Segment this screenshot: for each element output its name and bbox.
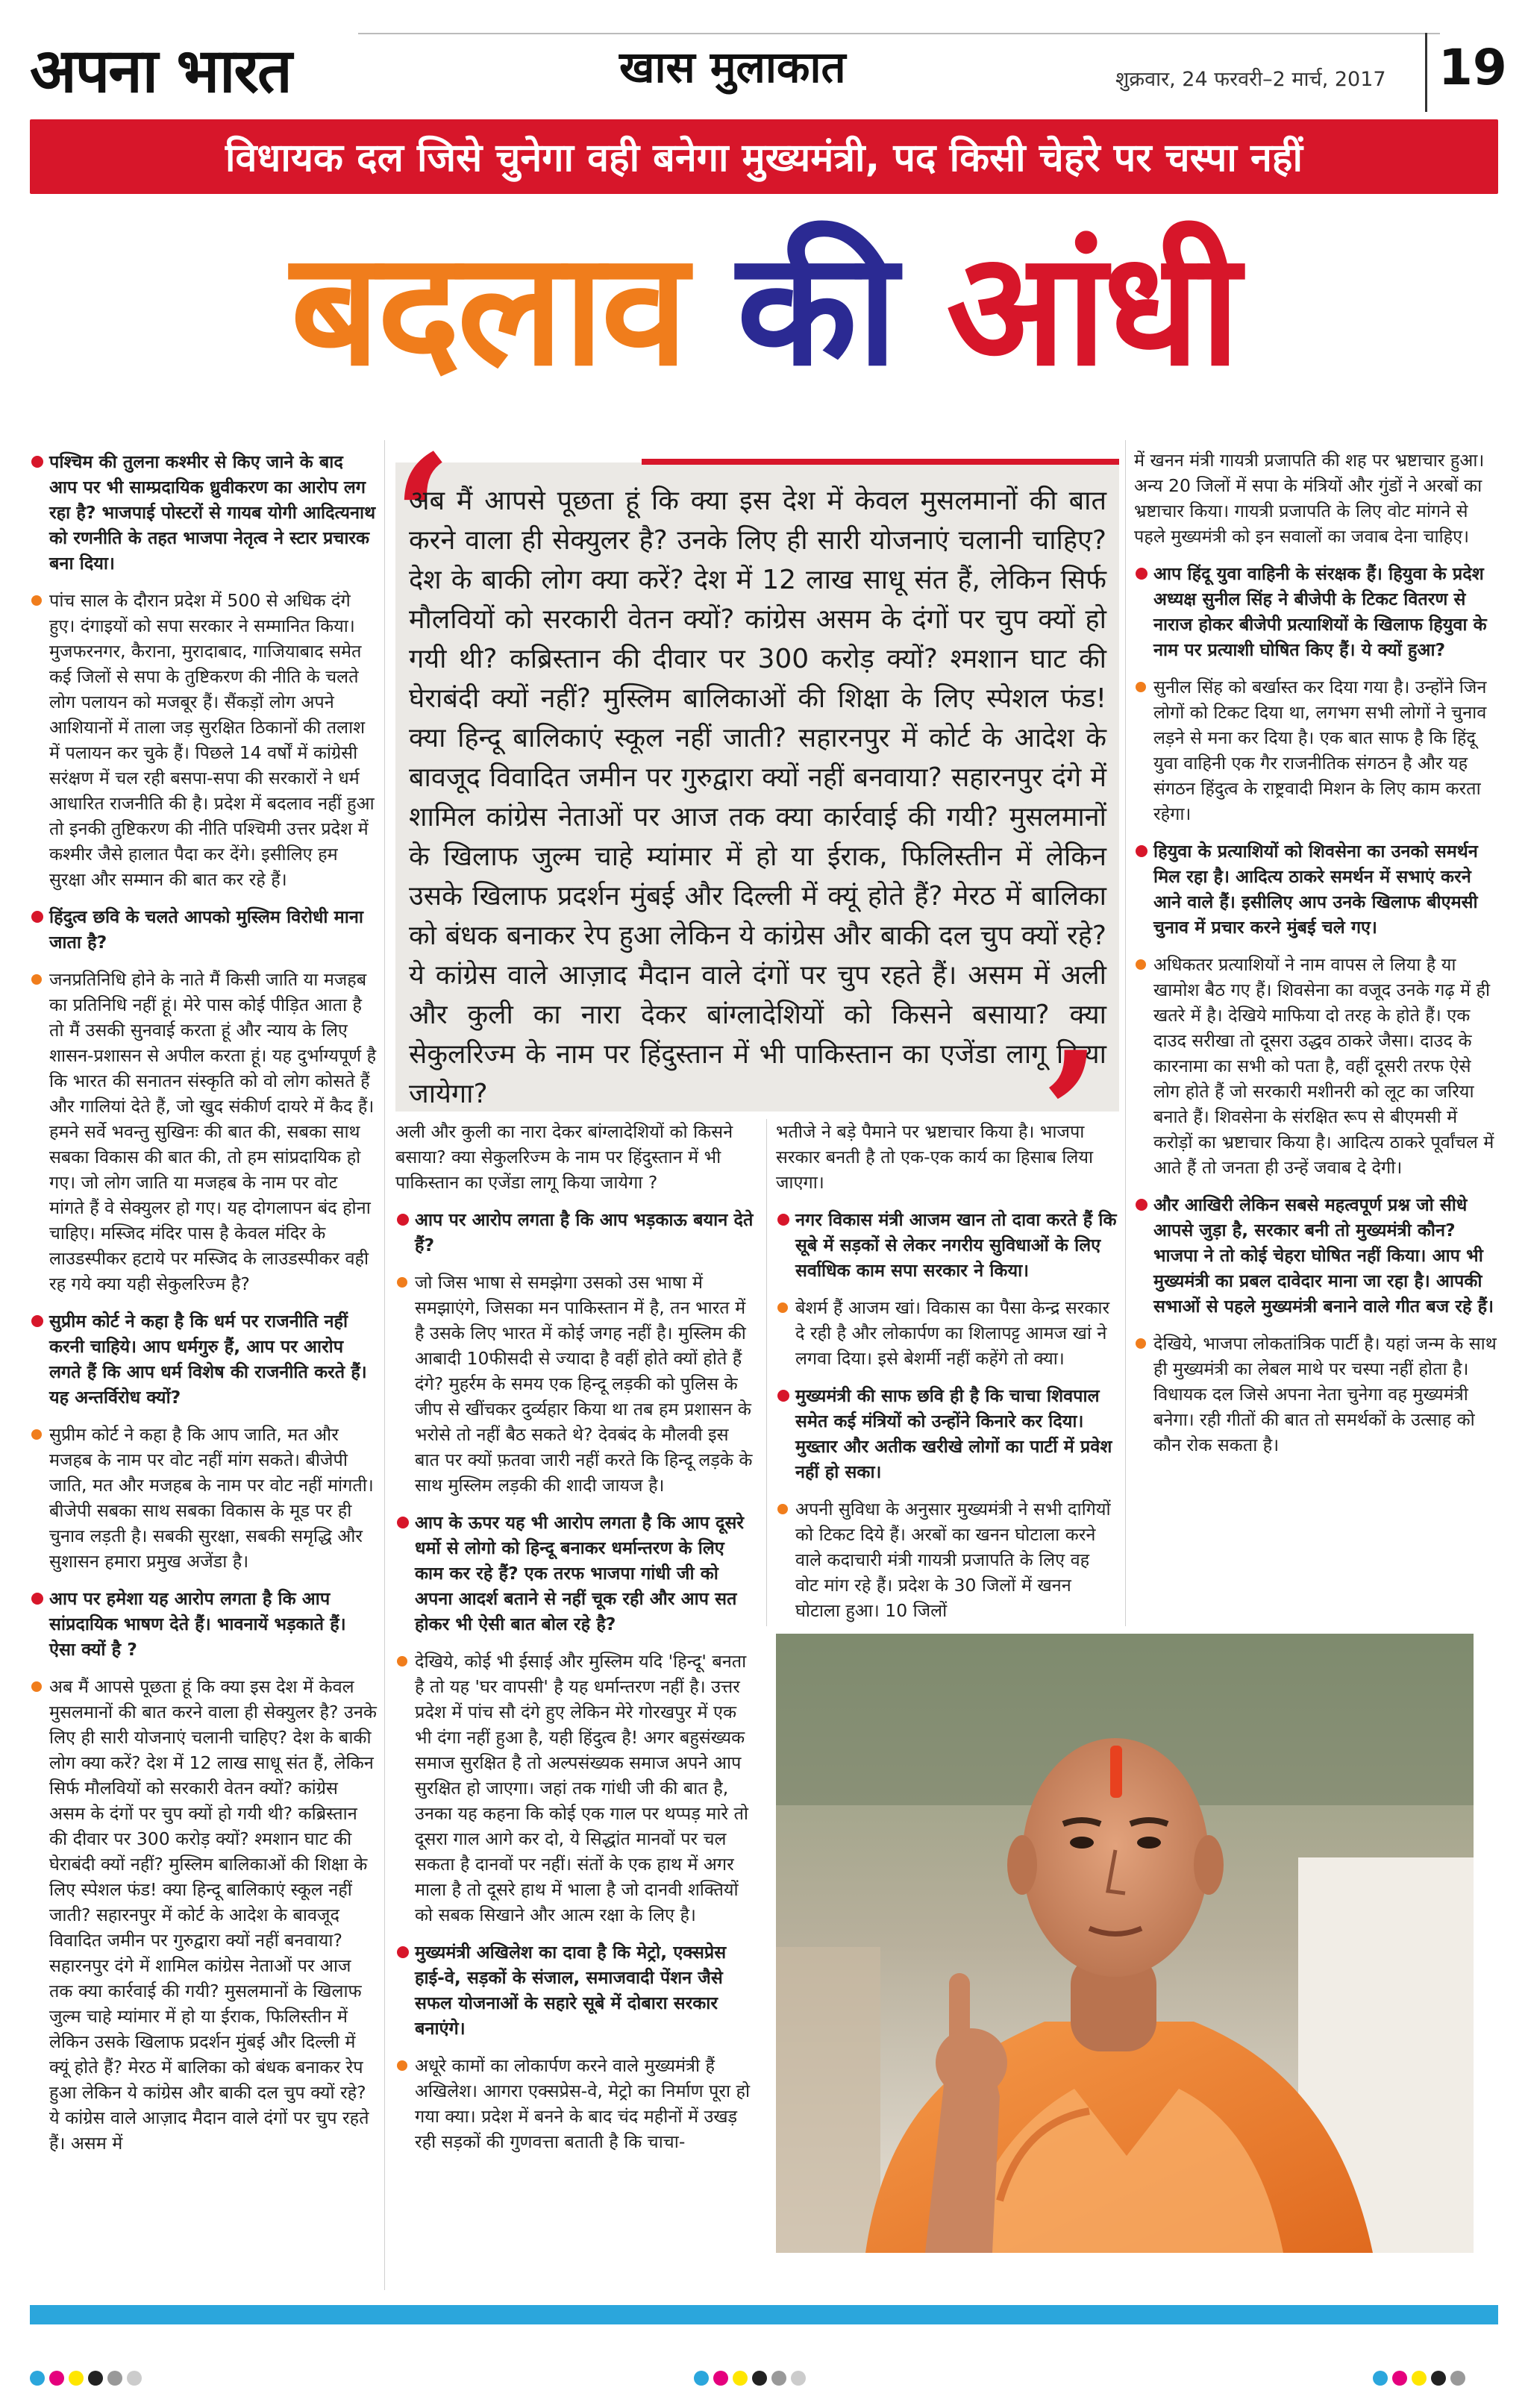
- portrait-photo: [776, 1634, 1474, 2253]
- headline-word-1: बदलाव: [290, 218, 686, 401]
- interview-answer: जो जिस भाषा से समझेगा उसको उस भाषा में समझाएंगे, जिसका मन पाकिस्तान में है, तन भारत में है उसके लिए भारत में कोई जगह नहीं है। मुस्लिम की आबादी 10फीसदी से ज्यादा है वहीं होते क्यों होते हैं दंगे? मुहर्रम के समय एक हिन्दू लड़की को पुलिस के जीप से खींचकर दुर्व्यहार किया था तब हम प्रशासन के भरोसे तो नहीं बैठ सकते थे? देवबंद के मौलवी इस बात पर क्यों फ़तवा जारी नहीं करते कि हिन्दू लड़के के साथ मुस्लिम लड़की की शादी जायज है।: [395, 1270, 757, 1498]
- pull-quote-text: अब मैं आपसे पूछता हूं कि क्या इस देश में केवल मुसलमानों की बात करने वाला ही सेक्युलर है? उनके लिए ही सारी योजनाएं चलानी चाहिए? देश के बाकी लोग क्या करें? देश में 12 लाख साधू संत हैं, लेकिन सिर्फ मौलवियों को सरकारी वेतन क्यों? कांग्रेस असम के दंगों पर चुप क्यों हो गयी थी? कब्रिस्तान की दीवार पर 300 करोड़ क्यों? श्मशान घाट की घेराबंदी क्यों नहीं? मुस्लिम बालिकाओं की शिक्षा के लिए स्पेशल फंड! क्या हिन्दू बालिकाएं स्कूल नहीं जाती? सहारनपुर में कोर्ट के आदेश के बावजूद विवादित जमीन पर गुरुद्वारा क्यों नहीं बनवाया? सहारनपुर दंगे में शामिल कांग्रेस नेताओं पर आज तक क्या कार्रवाई की गयी? मुसलमानों के खिलाफ जुल्म चाहे म्यांमार में हो या ईराक, फिलिस्तीन में लेकिन उसके खिलाफ प्रदर्शन मुंबई और दिल्ली में क्यूं होते हैं? मेरठ में बालिका को बंधक बनाकर रेप हुआ लेकिन ये कांग्रेस और बाकी दल चुप क्यों रहे? ये कांग्रेस वाले आज़ाद मैदान वाले दंगों पर चुप रहते हैं। असम में अली और कुली का नारा देकर बांग्लादेशियों को किसने बसाया? क्या सेकुलरिज्म के नाम पर हिंदुस्तान में भी पाकिस्तान का एजेंडा लागू किया जायेगा?: [409, 486, 1106, 1109]
- interview-question: आप के ऊपर यह भी आरोप लगता है कि आप दूसरे धर्मो से लोगो को हिन्दू बनाकर धर्मान्तरण के लिए काम कर रहे हैं? एक तरफ भाजपा गांधी जी को अपना आदर्श बताने से नहीं चूक रही और आप सत होकर भी ऐसी बात बोल रहे है?: [395, 1510, 757, 1637]
- interview-question: सुप्रीम कोर्ट ने कहा है कि धर्म पर राजनीति नहीं करनी चाहिये। आप धर्मगुरु हैं, आप पर आरोप लगते हैं कि आप धर्म विशेष की राजनीति करते हैं। यह अन्तर्विरोध क्यों?: [30, 1308, 377, 1410]
- headline-word-3: आंधी: [946, 218, 1238, 401]
- main-headline: [0, 201, 1528, 418]
- masthead-divider: [1425, 33, 1427, 112]
- column-rule: [1125, 440, 1126, 1626]
- registration-marks-right: [1373, 2371, 1470, 2387]
- interview-answer: अधिकतर प्रत्याशियों ने नाम वापस ले लिया है या खामोश बैठ गए हैं। शिवसेना का वजूद उनके गढ़ में ही खतरे में है। देखिये माफिया दो तरह के होते हैं। एक दाउद सरीखा तो दूसरा उद्धव ठाकरे जैसा। दाउद के कारनामा का सभी को पता है, वहीं दूसरी तरफ ऐसे लोग होते हैं जो सरकारी मशीनरी को लूट का जरिया बनाते हैं। शिवसेना के संरक्षित रूप से बीएमसी में करोड़ों का भ्रष्टाचार किया है। आदित्य ठाकरे पूर्वांचल में आते हैं तो जनता ही उन्हें जवाब दे देगी।: [1134, 952, 1500, 1180]
- article-column-3: [776, 1119, 1118, 1635]
- close-quote-mark: ’: [1041, 1015, 1101, 1216]
- interview-question: आप पर हमेशा यह आरोप लगता है कि आप सांप्रदायिक भाषण देते हैं। भावनायें भड़काते हैं। ऐसा क्यों है ?: [30, 1586, 377, 1662]
- portrait-illustration: [776, 1634, 1474, 2253]
- page-number: 19: [1438, 39, 1507, 96]
- interview-answer: बेशर्म हैं आजम खां। विकास का पैसा केन्द्र सरकार दे रही है और लोकार्पण का शिलापट्ट आमज खां ने लगवा दिया। इसे बेशर्मी नहीं कहेंगे तो क्या।: [776, 1295, 1118, 1371]
- interview-answer: सुनील सिंह को बर्खास्त कर दिया गया है। उन्होंने जिन लोगों को टिकट दिया था, लगभग सभी लोगों ने चुनाव लड़ने से मना कर दिया है। एक बात साफ है कि हिंदू युवा वाहिनी एक गैर राजनीतिक संगठन है और यह संगठन हिंदुत्व के राष्ट्रवादी मिशन के लिए काम करता रहेगा।: [1134, 674, 1500, 827]
- article-paragraph: भतीजे ने बड़े पैमाने पर भ्रष्टाचार किया है। भाजपा सरकार बनती है तो एक-एक कार्य का हिसाब लिया जाएगा।: [776, 1121, 1094, 1193]
- interview-answer: पांच साल के दौरान प्रदेश में 500 से अधिक दंगे हुए। दंगाइयों को सपा सरकार ने सम्मानित किया। मुजफरनगर, कैराना, मुरादाबाद, गाजियाबाद समेत कई जिलों से सपा के तुष्टिकरण की नीति के चलते लोग पलायन को मजबूर हैं। सैंकड़ों लोग अपने आशियानों में ताला जड़ सुरक्षित ठिकानों की तलाश में पलायन कर चुके हैं। पिछले 14 वर्षों में कांग्रेसी सरंक्षण में चल रही बसपा-सपा की सरकारों ने धर्म आधारित राजनीति की है। प्रदेश में बदलाव नहीं हुआ तो इनकी तुष्टिकरण की नीति पश्चिमी उत्तर प्रदेश में कश्मीर जैसे हालात पैदा कर देंगे। इसीलिए हम सुरक्षा और सम्मान की बात कर रहे हैं।: [30, 588, 377, 892]
- column-rule: [766, 1119, 767, 1626]
- interview-answer: अपनी सुविधा के अनुसार मुख्यमंत्री ने सभी दागियों को टिकट दिये हैं। अरबों का खनन घोटाला करने वाले कदाचारी मंत्री गायत्री प्रजापति के लिए वह वोट मांग रहे हैं। प्रदेश के 30 जिलों में खनन घोटाला हुआ। 10 जिलों: [776, 1496, 1118, 1623]
- registration-marks-center: [694, 2371, 810, 2387]
- article-column-1: [30, 449, 377, 2168]
- interview-answer: जनप्रतिनिधि होने के नाते मैं किसी जाति या मजहब का प्रतिनिधि नहीं हूं। मेरे पास कोई पीड़ित आता है तो मैं उसकी सुनवाई करता हूं और न्याय के लिए शासन-प्रशासन से अपील करता हूं। यह दुर्भाग्यपूर्ण है कि भारत की सनातन संस्कृति को वो लोग कोसते हैं और गालियां देते हैं, जो खुद संकीर्ण दायरे में कैद हैं। हमने सर्वे भवन्तु सुखिनः की बात की, सबका साथ सबका विकास की बात की, तो हम सांप्रदायिक हो गए। जो लोग जाति या मजहब के नाम पर वोट मांगते हैं वे सेक्युलर हो गए। यह दोगलापन बंद होना चाहिए। मस्जिद मंदिर पास है केवल मंदिर के लाउडस्पीकर हटाये पर मस्जिद के लाउडस्पीकर वही रह गये क्या यही सेकुलरिज्म है?: [30, 967, 377, 1297]
- interview-answer: देखिये, भाजपा लोकतांत्रिक पार्टी है। यहां जन्म के साथ ही मुख्यमंत्री का लेबल माथे पर चस्पा नहीं होता है। विधायक दल जिसे अपना नेता चुनेगा वह मुख्यमंत्री बनेगा। रही गीतों की बात तो समर्थकों के उत्साह को कौन रोक सकता है।: [1134, 1331, 1500, 1458]
- interview-question: और आखिरी लेकिन सबसे महत्वपूर्ण प्रश्न जो सीधे आपसे जुड़ा है, सरकार बनी तो मुख्यमंत्री कौन? भाजपा ने तो कोई चेहरा घोषित नहीं किया। आप भी मुख्यमंत्री का प्रबल दावेदार माना जा रहा है। आपकी सभाओं से पहले मुख्यमंत्री बनाने वाले गीत बज रहे हैं।: [1134, 1192, 1500, 1319]
- headline-word-2: की: [736, 218, 895, 401]
- registration-marks-left: [30, 2371, 146, 2387]
- interview-answer: अधूरे कामों का लोकार्पण करने वाले मुख्यमंत्री हैं अखिलेश। आगरा एक्सप्रेस-वे, मेट्रो का निर्माण पूरा हो गया क्या। प्रदेश में बनने के बाद चंद महीनों में उखड़ रही सड़कों की गुणवत्ता बताती है कि चाचा-: [395, 2053, 757, 2154]
- interview-question: आप हिंदू युवा वाहिनी के संरक्षक हैं। हियुवा के प्रदेश अध्यक्ष सुनील सिंह ने बीजेपी के टिकट वितरण से नाराज होकर बीजेपी प्रत्याशियों के खिलाफ हियुवा के नाम पर प्रत्याशी घोषित किए हैं। ये क्यों हुआ?: [1134, 561, 1500, 662]
- interview-question: आप पर आरोप लगता है कि आप भड़काऊ बयान देते हैं?: [395, 1207, 757, 1258]
- masthead: [30, 22, 1507, 112]
- article-column-4: [1134, 448, 1500, 1470]
- section-title: खास मुलाकात: [619, 42, 846, 93]
- interview-question: मुख्यमंत्री अखिलेश का दावा है कि मेट्रो, एक्सप्रेस हाई-वे, सड़कों के संजाल, समाजवादी पेंशन जैसे सफल योजनाओं के सहारे सूबे में दोबारा सरकार बनाएंगे।: [395, 1940, 757, 2041]
- pull-quote-rule: [642, 459, 1119, 465]
- interview-question: हियुवा के प्रत्याशियों को शिवसेना का उनको समर्थन मिल रहा है। आदित्य ठाकरे समर्थन में सभाएं करने आने वाले हैं। इसीलिए आप उनके खिलाफ बीएमसी चुनाव में प्रचार करने मुंबई चले गए।: [1134, 838, 1500, 940]
- interview-answer: देखिये, कोई भी ईसाई और मुस्लिम यदि 'हिन्दू' बनता है तो यह 'घर वापसी' है यह धर्मान्तरण नहीं है। उत्तर प्रदेश में पांच सौ दंगे हुए लेकिन मेरे गोरखपुर में एक भी दंगा नहीं हुआ है, यही हिंदुत्व है! अगर बहुसंख्यक समाज सुरक्षित है तो अल्पसंख्यक समाज अपने आप सुरक्षित हो जाएगा। जहां तक गांधी जी की बात है, उनका यह कहना कि कोई एक गाल पर थप्पड़ मारे तो दूसरा गाल आगे कर दो, ये सिद्धांत मानवों पर चल सकता है दानवों पर नहीं। संतों के एक हाथ में अगर माला है तो दूसरे हाथ में भाला है जो दानवी शक्तियों को सबक सिखाने और आत्म रक्षा के लिए है।: [395, 1649, 757, 1928]
- newspaper-title: अपना भारत: [30, 35, 291, 107]
- kicker-text: विधायक दल जिसे चुनेगा वही बनेगा मुख्यमंत्री, पद किसी चेहरे पर चस्पा नहीं: [225, 136, 1303, 181]
- kicker-band: [30, 119, 1498, 194]
- interview-answer: सुप्रीम कोर्ट ने कहा है कि आप जाति, मत और मजहब के नाम पर वोट नहीं मांग सकते। बीजेपी जाति, मत और मजहब के नाम पर वोट नहीं मांगती। बीजेपी सबका साथ सबका विकास के मूड पर ही चुनाव लड़ती है। सबकी सुरक्षा, सबकी समृद्धि और सुशासन हमारा प्रमुख अजेंडा है।: [30, 1422, 377, 1574]
- interview-question: मुख्यमंत्री की साफ छवि ही है कि चाचा शिवपाल समेत कई मंत्रियों को उन्होंने किनारे कर दिया। मुख्तार और अतीक खरीखे लोगों का पार्टी में प्रवेश नहीं हो सका।: [776, 1383, 1118, 1484]
- open-quote-mark: ‘: [392, 418, 453, 619]
- article-paragraph: अली और कुली का नारा देकर बांग्लादेशियों को किसने बसाया? क्या सेकुलरिज्म के नाम पर हिंदुस्तान में भी पाकिस्तान का एजेंडा लागू किया जायेगा ?: [395, 1121, 733, 1193]
- column-rule: [384, 440, 385, 2290]
- interview-question: पश्चिम की तुलना कश्मीर से किए जाने के बाद आप पर भी साम्प्रदायिक ध्रुवीकरण का आरोप लग रहा है? भाजपाई पोस्टरों से गायब योगी आदित्यनाथ को रणनीति के तहत भाजपा नेतृत्व ने स्टार प्रचारक बना दिया।: [30, 449, 377, 576]
- interview-question: नगर विकास मंत्री आजम खान तो दावा करते हैं कि सूबे में सड़कों से लेकर नगरीय सुविधाओं के लिए सर्वाधिक काम सपा सरकार ने किया।: [776, 1207, 1118, 1283]
- article-paragraph: में खनन मंत्री गायत्री प्रजापति की शह पर भ्रष्टाचार हुआ। अन्य 20 जिलों में सपा के मंत्रियों और गुंडों ने अरबों का भ्रष्टाचार किया। गायत्री प्रजापति के लिए वोट मांगने से पहले मुख्यमंत्री को इन सवालों का जवाब देना चाहिए।: [1134, 450, 1485, 547]
- interview-question: हिंदुत्व छवि के चलते आपको मुस्लिम विरोधी माना जाता है?: [30, 904, 377, 955]
- masthead-rule: [358, 33, 1440, 34]
- interview-answer: अब मैं आपसे पूछता हूं कि क्या इस देश में केवल मुसलमानों की बात करने वाला ही सेक्युलर है? उनके लिए ही सारी योजनाएं चलानी चाहिए? देश के बाकी लोग क्या करें? देश में 12 लाख साधू संत हैं, लेकिन सिर्फ मौलवियों को सरकारी वेतन क्यों? कांग्रेस असम के दंगों पर चुप क्यों हो गयी थी? कब्रिस्तान की दीवार पर 300 करोड़ क्यों? श्मशान घाट की घेराबंदी क्यों नहीं? मुस्लिम बालिकाओं की शिक्षा के लिए स्पेशल फंड! क्या हिन्दू बालिकाएं स्कूल नहीं जाती? सहारनपुर में कोर्ट के आदेश के बावजूद विवादित जमीन पर गुरुद्वारा क्यों नहीं बनवाया? सहारनपुर दंगे में शामिल कांग्रेस नेताओं पर आज तक क्या कार्रवाई की गयी? मुसलमानों के खिलाफ जुल्म चाहे म्यांमार में हो या ईराक, फिलिस्तीन में लेकिन उसके खिलाफ प्रदर्शन मुंबई और दिल्ली में क्यूं होते हैं? मेरठ में बालिका को बंधक बनाकर रेप हुआ लेकिन ये कांग्रेस और बाकी दल चुप क्यों रहे? ये कांग्रेस वाले आज़ाद मैदान वाले दंगों पर चुप रहते हैं। असम में: [30, 1674, 377, 2156]
- issue-date: शुक्रवार, 24 फरवरी–2 मार्च, 2017: [1115, 68, 1386, 91]
- article-column-2: [395, 1119, 757, 2166]
- bottom-color-bar: [30, 2305, 1498, 2324]
